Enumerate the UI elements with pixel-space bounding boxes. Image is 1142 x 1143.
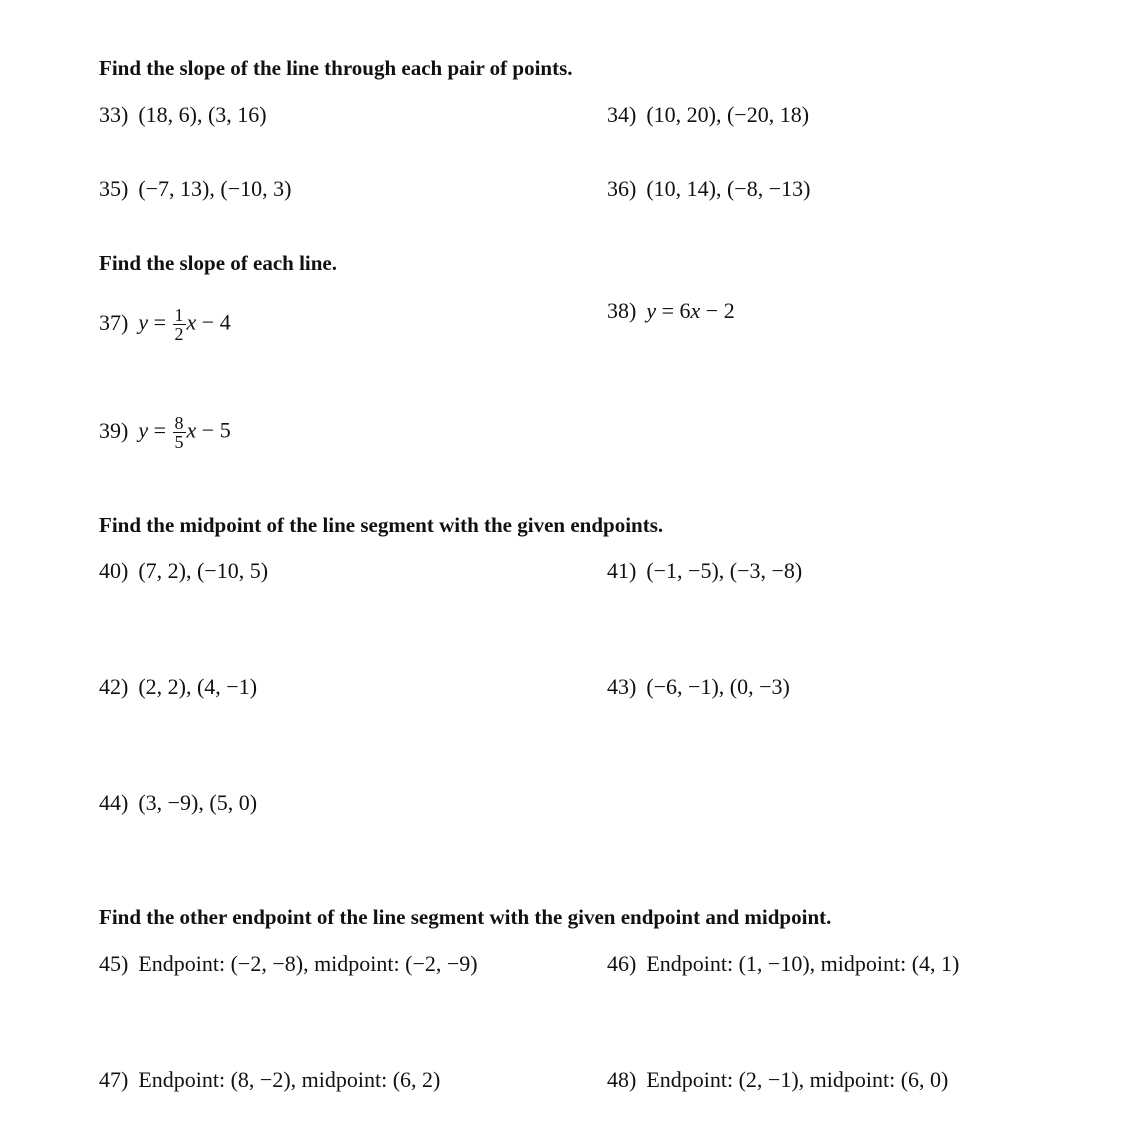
- problem-44: [99, 789, 257, 817]
- var-y: y: [646, 298, 657, 323]
- problem-text: (−6, −1), (0, −3): [646, 674, 790, 699]
- problem-text: (7, 2), (−10, 5): [138, 558, 269, 583]
- fraction: [173, 414, 186, 451]
- numerator: 1: [174, 305, 184, 325]
- problem-36: [607, 175, 810, 203]
- problem-number: 46): [607, 951, 637, 976]
- problem-text: Endpoint: (8, −2), midpoint: (6, 2): [138, 1067, 441, 1092]
- constant: − 5: [196, 417, 231, 443]
- problem-39: [99, 414, 231, 451]
- problem-number: 37): [99, 309, 129, 335]
- problem-number: 41): [607, 558, 637, 583]
- problem-text: (10, 20), (−20, 18): [646, 102, 810, 127]
- constant: − 4: [196, 309, 231, 335]
- problem-34: [607, 101, 809, 129]
- problem-number: 34): [607, 102, 637, 127]
- problem-text: Endpoint: (−2, −8), midpoint: (−2, −9): [138, 951, 478, 976]
- problem-47: [99, 1066, 440, 1094]
- problem-text: Endpoint: (2, −1), midpoint: (6, 0): [646, 1067, 949, 1092]
- section-heading-midpoint: Find the midpoint of the line segment with the given endpoints.: [99, 513, 664, 537]
- numerator: 8: [174, 413, 184, 433]
- var-y: y: [138, 309, 149, 335]
- problem-41: [607, 557, 802, 585]
- problem-43: [607, 673, 790, 701]
- problem-46: [607, 950, 959, 978]
- problem-text: Endpoint: (1, −10), midpoint: (4, 1): [646, 951, 960, 976]
- problem-number: 43): [607, 674, 637, 699]
- problem-number: 47): [99, 1067, 129, 1092]
- problem-number: 48): [607, 1067, 637, 1092]
- problem-number: 35): [99, 176, 129, 201]
- problem-40: [99, 557, 268, 585]
- problem-37: [99, 306, 231, 343]
- problem-number: 33): [99, 102, 129, 127]
- problem-38: [607, 297, 735, 325]
- var-y: y: [138, 417, 149, 443]
- problem-number: 42): [99, 674, 129, 699]
- problem-number: 36): [607, 176, 637, 201]
- problem-text: (18, 6), (3, 16): [138, 102, 267, 127]
- problem-text: (−1, −5), (−3, −8): [646, 558, 803, 583]
- problem-text: (10, 14), (−8, −13): [646, 176, 811, 201]
- problem-number: 44): [99, 790, 129, 815]
- problem-33: [99, 101, 267, 129]
- var-x: x: [186, 309, 197, 335]
- problem-text: (−7, 13), (−10, 3): [138, 176, 292, 201]
- problem-text: (3, −9), (5, 0): [138, 790, 258, 815]
- var-x: x: [186, 417, 197, 443]
- equals: = 6: [656, 298, 691, 323]
- problem-number: 45): [99, 951, 129, 976]
- problem-35: [99, 175, 291, 203]
- problem-text: (2, 2), (4, −1): [138, 674, 258, 699]
- section-heading-slope-points: Find the slope of the line through each pair of points.: [99, 56, 573, 80]
- equals: =: [148, 417, 172, 443]
- problem-48: [607, 1066, 948, 1094]
- problem-number: 40): [99, 558, 129, 583]
- equals: =: [148, 309, 172, 335]
- section-heading-slope-line: Find the slope of each line.: [99, 251, 338, 275]
- problem-number: 39): [99, 417, 129, 443]
- section-heading-endpoint: Find the other endpoint of the line segment with the given endpoint and midpoint.: [99, 905, 832, 929]
- problem-42: [99, 673, 257, 701]
- constant: − 2: [700, 298, 735, 323]
- denominator: 2: [174, 324, 184, 344]
- fraction: [173, 306, 186, 343]
- problem-45: [99, 950, 478, 978]
- denominator: 5: [174, 432, 184, 452]
- problem-number: 38): [607, 298, 637, 323]
- var-x: x: [690, 298, 701, 323]
